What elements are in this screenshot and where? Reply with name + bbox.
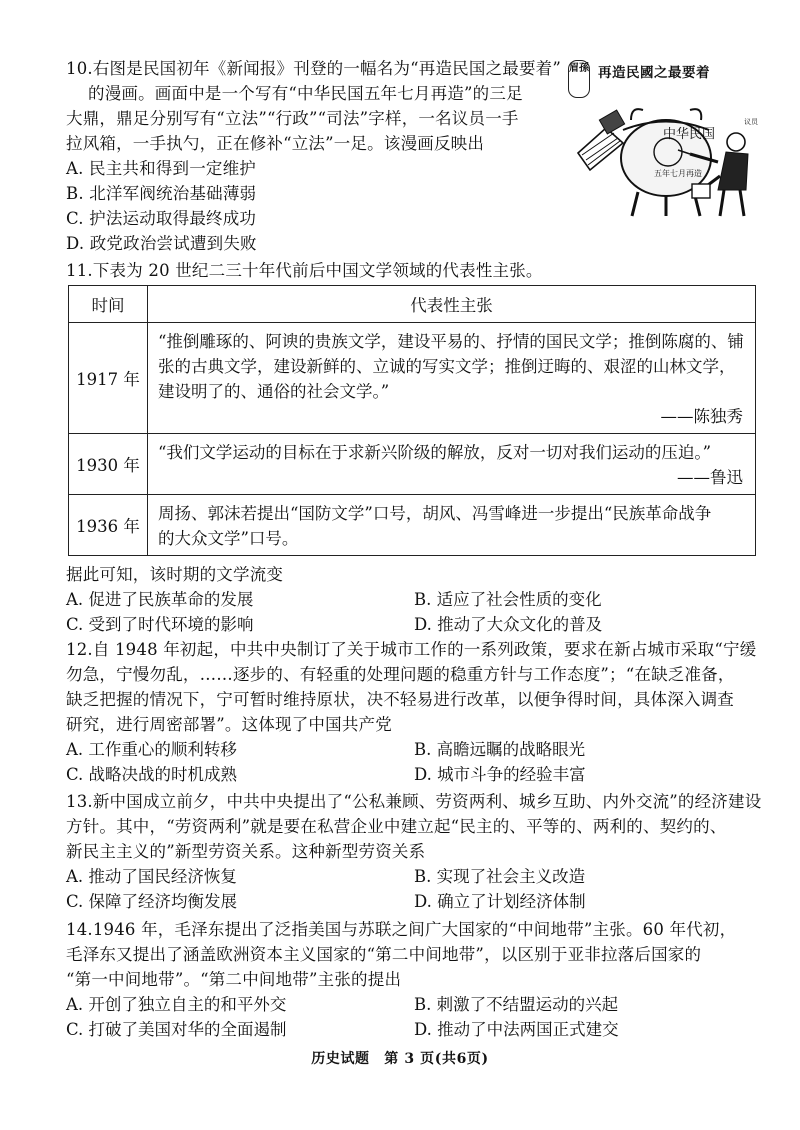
- question-13: [66, 789, 762, 914]
- q12-line: 12.自 1948 年初起，中共中央制订了关于城市工作的一系列政策，要求在新占城市采取“宁缓: [66, 640, 757, 659]
- table-header-time: 时间: [69, 286, 148, 323]
- proposition-line: “我们文学运动的目标在于求新兴阶级的解放，反对一切对我们运动的压迫。”: [158, 443, 712, 462]
- q11-option-d[interactable]: D. 推动了大众文化的普及: [414, 615, 603, 634]
- q11-intro: 11.下表为 20 世纪二三十年代前后中国文学领域的代表性主张。: [66, 261, 543, 280]
- cartoon-drawing: [568, 58, 758, 218]
- q11-stem: 据此可知，该时期的文学流变: [66, 565, 284, 584]
- q14-option-d[interactable]: D. 推动了中法两国正式建交: [414, 1020, 619, 1039]
- table-cell-proposition: [148, 434, 756, 495]
- table-cell-proposition: [148, 323, 756, 434]
- q14-options: [66, 992, 756, 1042]
- q10-line: 大鼎，鼎足分别写有“立法”“行政”“司法”字样，一名议员一手: [66, 109, 519, 128]
- q13-line: 方针。其中，“劳资两利”就是要在私营企业中建立起“民主的、平等的、两利的、契约的、: [66, 817, 727, 836]
- cartoon-side-label: 议员: [744, 118, 758, 126]
- cartoon-seal: 眉孫: [568, 60, 590, 98]
- q13-option-c[interactable]: C. 保障了经济均衡发展: [66, 892, 238, 911]
- proposition-author: ——陈独秀: [660, 407, 743, 426]
- q14-option-a[interactable]: A. 开创了独立自主的和平外交: [66, 995, 287, 1014]
- q14-line: 毛泽东又提出了涵盖欧洲资本主义国家的“第二中间地带”，以区别于亚非拉落后国家的: [66, 945, 702, 964]
- q14-line: “第一中间地带”。“第二中间地带”主张的提出: [66, 970, 402, 989]
- table-cell-proposition: [148, 495, 756, 556]
- q12-options: [66, 737, 756, 787]
- proposition-line: “推倒雕琢的、阿谀的贵族文学，建设平易的、抒情的国民文学；推倒陈腐的、铺: [158, 332, 744, 351]
- table-header-proposition: 代表性主张: [148, 286, 756, 323]
- q13-line: 13.新中国成立前夕，中共中央提出了“公私兼顾、劳资两利、城乡互助、内外交流”的经济建设: [66, 792, 762, 811]
- question-14: [66, 917, 756, 1042]
- table-header-row: [69, 286, 756, 323]
- page-footer: 历史试题 第 3 页(共6页): [311, 1051, 489, 1067]
- q13-option-b[interactable]: B. 实现了社会主义改造: [414, 867, 586, 886]
- q10-line: 的漫画。画面中是一个写有“中华民国五年七月再造”的三足: [88, 84, 523, 103]
- q14-option-b[interactable]: B. 刺激了不结盟运动的兴起: [414, 995, 619, 1014]
- q10-option-a[interactable]: A. 民主共和得到一定维护: [66, 159, 257, 178]
- cauldron-icon: [621, 109, 711, 216]
- q10-option-b[interactable]: B. 北洋军阀统治基础薄弱: [66, 184, 257, 203]
- q10-line: 拉风箱，一手执勺，正在修补“立法”一足。该漫画反映出: [66, 134, 485, 153]
- q11-option-a[interactable]: A. 促进了民族革命的发展: [66, 590, 254, 609]
- literature-table: [68, 285, 756, 556]
- cartoon-illustration: [568, 58, 758, 218]
- q12-option-a[interactable]: A. 工作重心的顺利转移: [66, 740, 237, 759]
- table-cell-time: 1936 年: [69, 495, 148, 556]
- question-11-intro: [66, 258, 756, 283]
- proposition-author: ——鲁迅: [677, 468, 743, 487]
- q13-option-a[interactable]: A. 推动了国民经济恢复: [66, 867, 237, 886]
- q12-option-d[interactable]: D. 城市斗争的经验丰富: [414, 765, 586, 784]
- table-row: [69, 434, 756, 495]
- cauldron-side-label: 五年七月再造: [654, 169, 702, 178]
- question-12: [66, 637, 756, 787]
- question-11-stem: [66, 562, 756, 637]
- q10-option-d[interactable]: D. 政党政治尝试遭到失败: [66, 234, 257, 253]
- q11-options: [66, 587, 756, 637]
- proposition-line: 的大众文学”口号。: [158, 529, 299, 548]
- q13-options: [66, 864, 756, 914]
- q12-line: 缺乏把握的情况下，宁可暂时维持原状，决不轻易进行改革，以便争得时间，具体深入调查: [66, 690, 734, 709]
- q12-option-b[interactable]: B. 高瞻远瞩的战略眼光: [414, 740, 586, 759]
- table-cell-time: 1930 年: [69, 434, 148, 495]
- q10-option-c[interactable]: C. 护法运动取得最终成功: [66, 209, 257, 228]
- proposition-line: 张的古典文学，建设新鲜的、立诚的写实文学；推倒迂晦的、艰涩的山林文学，: [158, 357, 736, 376]
- bellows-icon: [578, 110, 625, 170]
- q11-option-b[interactable]: B. 适应了社会性质的变化: [414, 590, 602, 609]
- q13-line: 新民主主义的”新型劳资关系。这种新型劳资关系: [66, 842, 426, 861]
- q10-line: 10.右图是民国初年《新闻报》刊登的一幅名为“再造民国之最要着”: [66, 59, 562, 78]
- proposition-line: 建设明了的、通俗的社会文学。”: [158, 382, 390, 401]
- table-row: [69, 323, 756, 434]
- q12-option-c[interactable]: C. 战略决战的时机成熟: [66, 765, 238, 784]
- q14-option-c[interactable]: C. 打破了美国对华的全面遏制: [66, 1020, 287, 1039]
- q11-option-c[interactable]: C. 受到了时代环境的影响: [66, 615, 254, 634]
- proposition-line: 周扬、郭沫若提出“国防文学”口号，胡风、冯雪峰进一步提出“民族革命战争: [158, 504, 712, 523]
- table-cell-time: 1917 年: [69, 323, 148, 434]
- q12-line: 研究，进行周密部署”。这体现了中国共产党: [66, 715, 392, 734]
- q12-line: 勿急，宁慢勿乱，……逐步的、有轻重的处理问题的稳重方针与工作态度”；“在缺乏准备，: [66, 665, 735, 684]
- cartoon-title: 再造民國之最要着: [598, 65, 710, 81]
- q14-line: 14.1946 年，毛泽东提出了泛指美国与苏联之间广大国家的“中间地带”主张。60 年代初，: [66, 920, 737, 939]
- cauldron-label: 中华民国: [663, 127, 716, 142]
- table-row: [69, 495, 756, 556]
- q13-option-d[interactable]: D. 确立了计划经济体制: [414, 892, 586, 911]
